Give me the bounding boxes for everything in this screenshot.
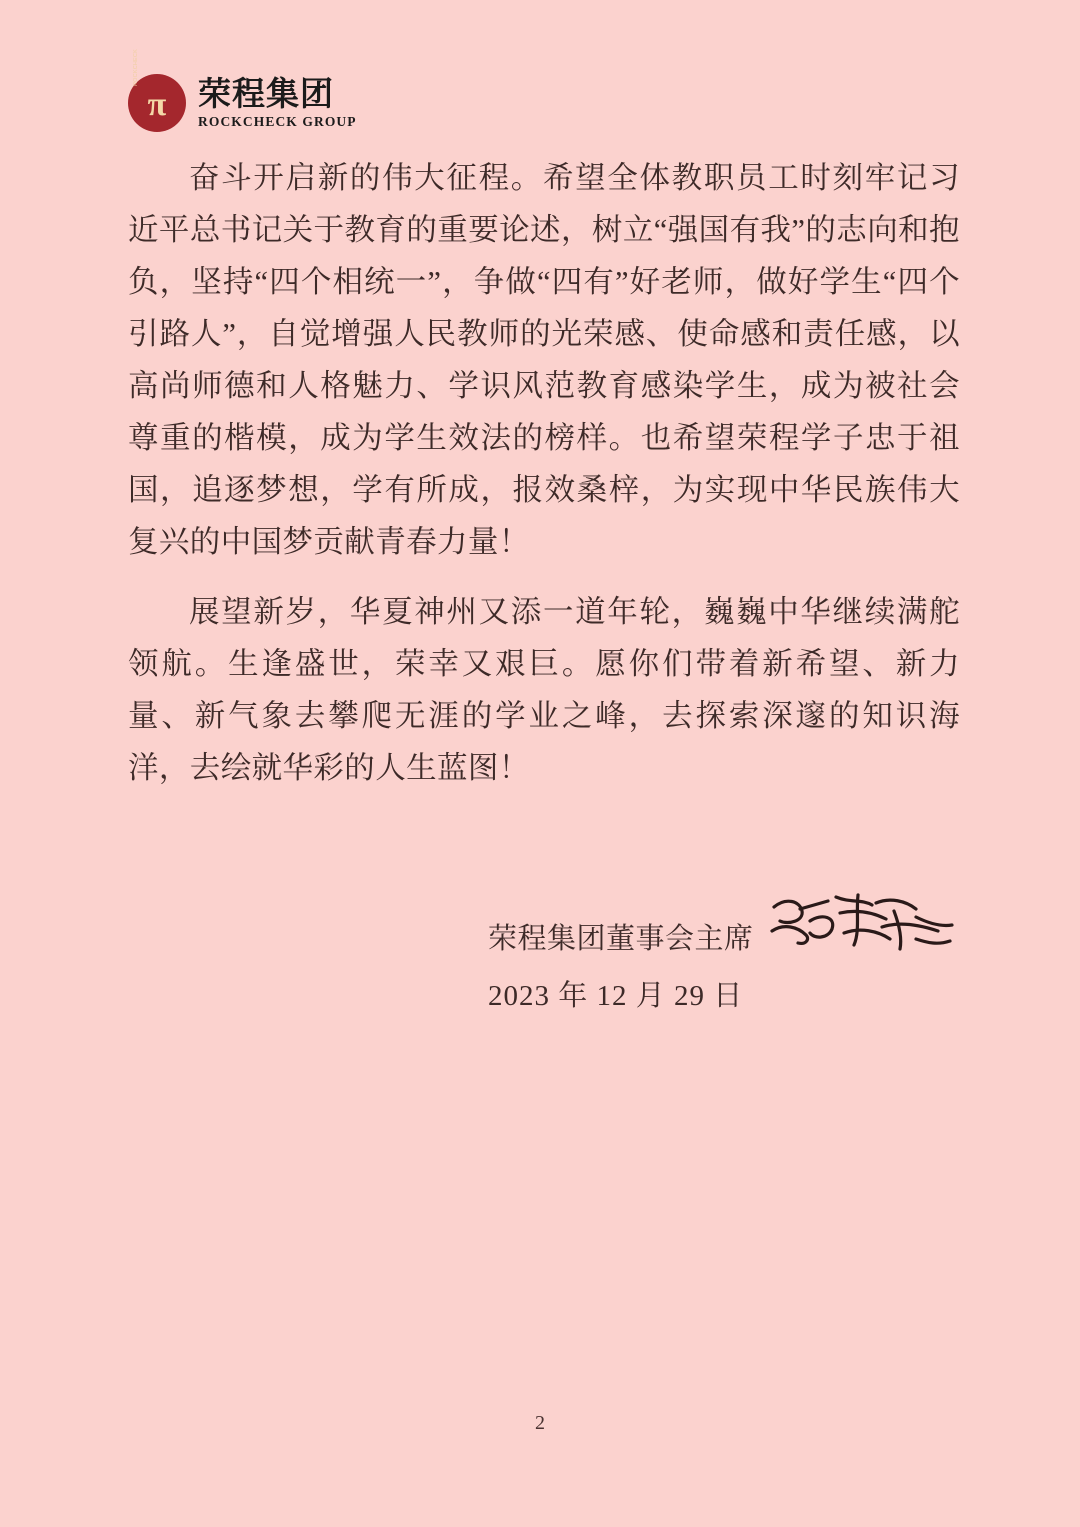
letter-paragraph-1: 奋斗开启新的伟大征程。希望全体教职员工时刻牢记习近平总书记关于教育的重要论述，树立“强国有我”的志向和抱负，坚持“四个相统一”，争做“四有”好老师，做好学生“四个引路人”，自觉增强人民教师的光荣感、使命感和责任感，以高尚师德和人格魅力、学识风范教育感染学生，成为被社会尊重的楷模，成为学生效法的榜样。也希望荣程学子忠于祖国，追逐梦想，学有所成，报效桑梓，为实现中华民族伟大复兴的中国梦贡献青春力量！ xyxy=(128,161,960,559)
logo-name-en: ROCKCHECK GROUP xyxy=(198,114,357,130)
paragraph-spacer xyxy=(128,574,960,586)
signature-row xyxy=(488,905,958,967)
letter-paragraph-2: 展望新岁，华夏神州又添一道年轮，巍巍中华继续满舵领航。生逢盛世，荣幸又艰巨。愿你们带着新希望、新力量、新气象去攀爬无涯的学业之峰，去探索深邃的知识海洋，去绘就华彩的人生蓝图！ xyxy=(128,595,960,785)
letter-body xyxy=(128,152,960,800)
logo-wordmark xyxy=(198,77,357,129)
logo-name-cn: 荣程集团 xyxy=(198,75,334,113)
handwritten-signature xyxy=(766,887,956,963)
logo-mark-small-text: ROCKCHECK xyxy=(133,49,139,86)
signer-title: 荣程集团董事会主席 xyxy=(488,922,754,955)
signature-block xyxy=(488,905,958,1014)
signature-date: 2023 年 12 月 29 日 xyxy=(488,980,744,1012)
page-number: 2 xyxy=(535,1412,545,1434)
logo-pi-glyph: π xyxy=(147,86,167,123)
rockcheck-pi-icon xyxy=(128,49,186,132)
company-logo xyxy=(128,49,357,132)
